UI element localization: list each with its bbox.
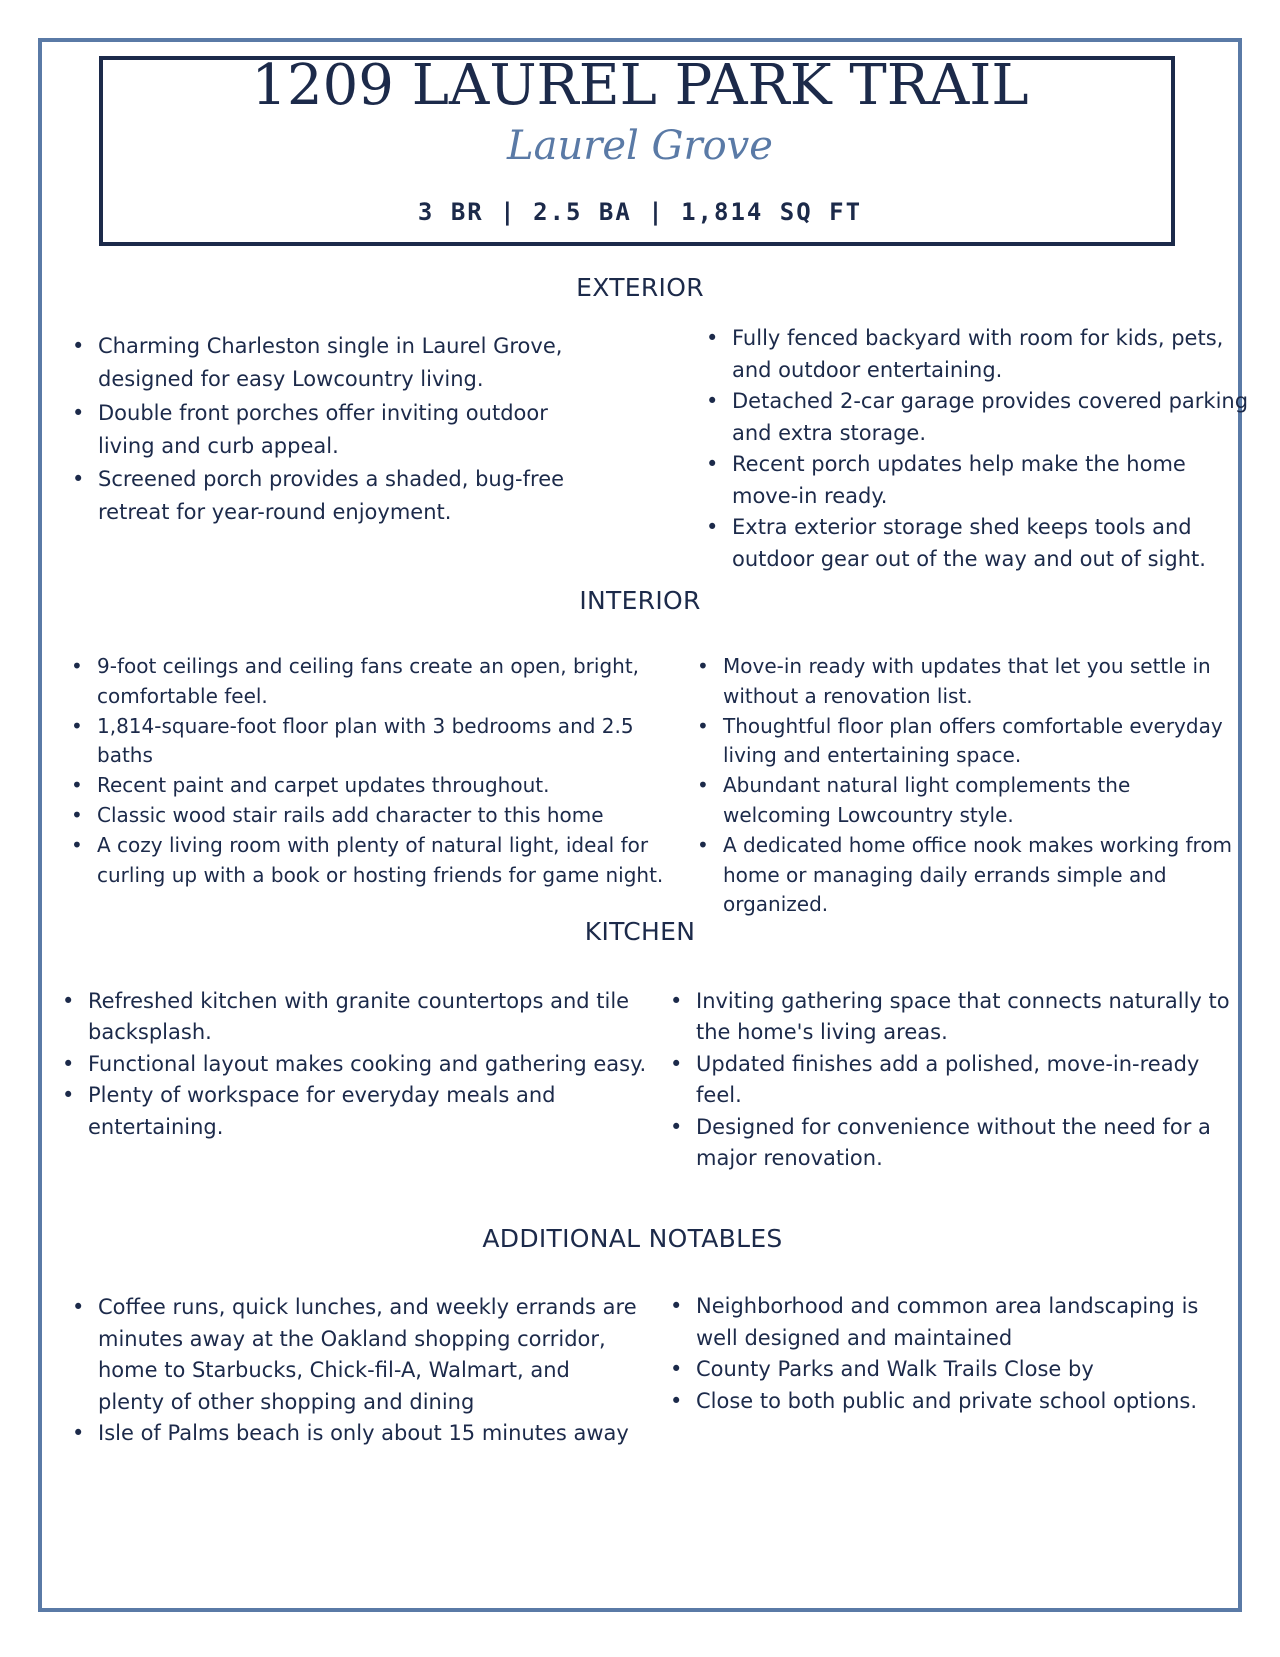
bullet-icon: • xyxy=(71,832,83,857)
bullet-icon: • xyxy=(71,802,83,827)
bullet-icon: • xyxy=(71,654,83,678)
list-item-text: Double front porches offer inviting outdoor living and curb appeal. xyxy=(98,400,548,458)
bullet-icon: • xyxy=(71,773,83,798)
bullet-icon: • xyxy=(706,389,719,413)
list-item xyxy=(697,652,1243,712)
list-item-text: Classic wood stair rails add character to this home xyxy=(97,802,604,827)
list-item-text: Screened porch provides a shaded, bug-free retreat for year-round enjoyment. xyxy=(98,467,565,525)
interior-heading: INTERIOR xyxy=(579,586,701,615)
bullet-icon: • xyxy=(670,1388,683,1413)
list-item xyxy=(706,323,1252,386)
bullet-icon: • xyxy=(670,989,683,1013)
additional-list-left xyxy=(72,1292,638,1450)
property-specs: 3 BR | 2.5 BA | 1,814 SQ FT xyxy=(417,198,863,226)
list-item-text: Move-in ready with updates that let you settle in without a renovation list. xyxy=(723,654,1211,708)
bullet-icon: • xyxy=(670,1051,683,1076)
list-item-text: Neighborhood and common area landscaping is well designed and maintained xyxy=(696,1294,1199,1350)
kitchen-heading: KITCHEN xyxy=(584,917,696,946)
bullet-icon: • xyxy=(72,1421,85,1446)
list-item xyxy=(697,831,1243,920)
exterior-list-left xyxy=(72,330,608,530)
list-item xyxy=(71,801,682,831)
kitchen-list-left xyxy=(62,986,663,1143)
bullet-icon: • xyxy=(62,989,75,1013)
list-item xyxy=(670,1386,1236,1418)
bullet-icon: • xyxy=(697,773,709,798)
list-item-text: Close to both public and private school options. xyxy=(696,1388,1198,1413)
list-item xyxy=(670,986,1236,1049)
list-item xyxy=(72,463,608,530)
list-item-text: Isle of Palms beach is only about 15 minutes away xyxy=(98,1421,629,1446)
kitchen-list-right xyxy=(670,986,1236,1174)
bullet-icon: • xyxy=(62,1051,75,1076)
bullet-icon: • xyxy=(706,515,719,539)
bullet-icon: • xyxy=(706,452,719,476)
list-item-text: Thoughtful floor plan offers comfortable everyday living and entertaining space. xyxy=(723,713,1223,768)
list-item xyxy=(670,1112,1236,1175)
list-item xyxy=(71,771,682,801)
list-item-text: 1,814-square-foot floor plan with 3 bedrooms and 2.5 baths xyxy=(97,713,634,768)
bullet-icon: • xyxy=(670,1294,683,1318)
list-item-text: County Parks and Walk Trails Close by xyxy=(696,1357,1094,1382)
list-item xyxy=(62,986,663,1049)
list-item-text: Fully fenced backyard with room for kids, pets, and outdoor entertaining. xyxy=(732,326,1224,382)
bullet-icon: • xyxy=(72,1295,85,1319)
list-item-text: A dedicated home office nook makes working from home or managing daily errands simple and organized. xyxy=(723,832,1233,917)
list-item xyxy=(697,712,1243,772)
list-item-text: Coffee runs, quick lunches, and weekly errands are minutes away at the Oakland shopping corridor, home to Starbucks, Chick-fil-A, Walmart, and plenty of other shopping and dining xyxy=(98,1295,637,1414)
bullet-icon: • xyxy=(72,467,85,492)
list-item xyxy=(706,512,1252,575)
interior-list-right xyxy=(697,652,1243,920)
bullet-icon: • xyxy=(697,654,709,678)
list-item-text: Designed for convenience without the need for a major renovation. xyxy=(696,1114,1211,1171)
list-item xyxy=(72,1418,638,1450)
list-item-text: Charming Charleston single in Laurel Grove, designed for easy Lowcountry living. xyxy=(98,334,563,392)
bullet-icon: • xyxy=(62,1083,75,1108)
list-item xyxy=(62,1049,663,1080)
list-item-text: Recent paint and carpet updates throughout. xyxy=(97,773,550,798)
list-item-text: Recent porch updates help make the home move-in ready. xyxy=(732,452,1186,508)
list-item-text: Functional layout makes cooking and gathering easy. xyxy=(88,1051,647,1076)
list-item-text: Extra exterior storage shed keeps tools and outdoor gear out of the way and out of sight. xyxy=(732,515,1206,571)
list-item-text: Plenty of workspace for everyday meals and entertaining. xyxy=(88,1083,556,1139)
additional-list-right xyxy=(670,1291,1236,1417)
list-item xyxy=(71,652,682,712)
bullet-icon: • xyxy=(670,1357,683,1382)
property-address: 1209 LAUREL PARK TRAIL xyxy=(251,53,1029,118)
interior-list-left xyxy=(71,652,682,890)
list-item xyxy=(71,831,682,891)
bullet-icon: • xyxy=(697,832,709,857)
list-item xyxy=(72,330,608,397)
additional-notables-heading: ADDITIONAL NOTABLES xyxy=(482,1224,783,1253)
list-item-text: 9-foot ceilings and ceiling fans create an open, bright, comfortable feel. xyxy=(97,654,640,708)
list-item-text: Updated finishes add a polished, move-in-ready feel. xyxy=(696,1051,1200,1108)
list-item xyxy=(670,1049,1236,1112)
list-item-text: Inviting gathering space that connects naturally to the home's living areas. xyxy=(696,989,1230,1045)
list-item xyxy=(72,1292,638,1418)
list-item xyxy=(72,397,608,464)
bullet-icon: • xyxy=(670,1114,683,1139)
list-item xyxy=(697,771,1243,831)
exterior-heading: EXTERIOR xyxy=(576,273,704,302)
list-item-text: Detached 2-car garage provides covered parking and extra storage. xyxy=(732,389,1249,445)
list-item-text: A cozy living room with plenty of natural light, ideal for curling up with a book or hosting friends for game night. xyxy=(97,832,664,887)
list-item-text: Abundant natural light complements the welcoming Lowcountry style. xyxy=(723,773,1131,827)
neighborhood-name: Laurel Grove xyxy=(507,123,773,169)
list-item xyxy=(71,712,682,772)
list-item xyxy=(670,1291,1236,1354)
list-item xyxy=(706,386,1252,449)
bullet-icon: • xyxy=(72,334,85,358)
exterior-list-right xyxy=(706,323,1252,575)
bullet-icon: • xyxy=(71,713,83,738)
list-item-text: Refreshed kitchen with granite countertops and tile backsplash. xyxy=(88,989,630,1045)
bullet-icon: • xyxy=(697,713,709,738)
list-item xyxy=(706,449,1252,512)
bullet-icon: • xyxy=(706,326,719,350)
bullet-icon: • xyxy=(72,400,85,425)
list-item xyxy=(62,1080,663,1143)
list-item xyxy=(670,1354,1236,1386)
